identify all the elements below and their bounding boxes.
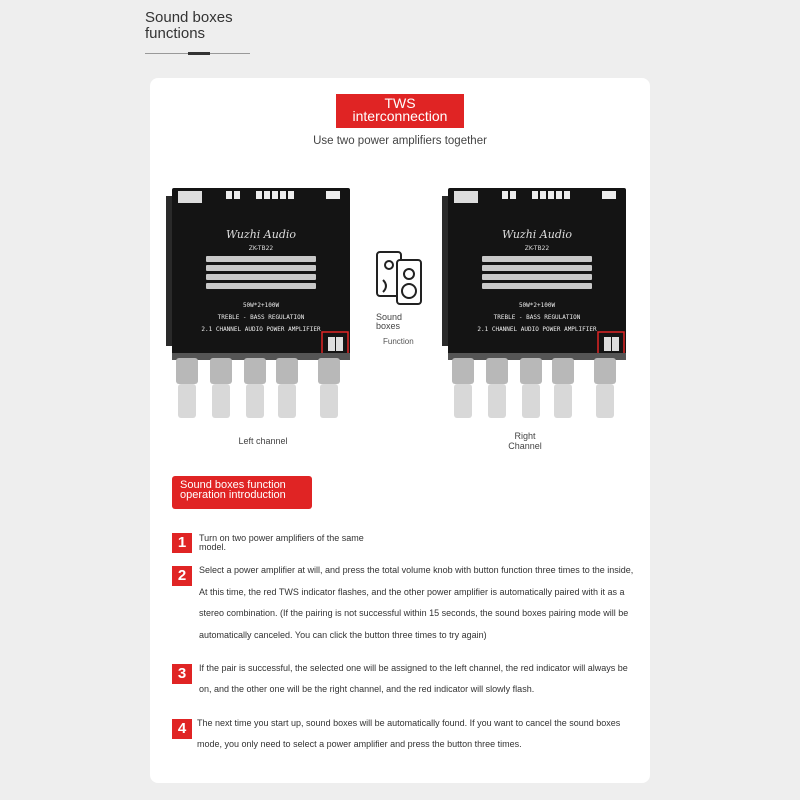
tws-banner: TWS interconnection bbox=[336, 94, 464, 128]
content-card bbox=[150, 78, 650, 783]
operation-banner: Sound boxes function operation introduction bbox=[172, 476, 312, 509]
subtitle: Use two power amplifiers together bbox=[313, 135, 487, 147]
amp-line3: 2.1 CHANNEL AUDIO POWER AMPLIFIER bbox=[477, 326, 597, 333]
step-text: If the pair is successful, the selected one will be assigned to the left channel, the red indicator will always be on, and the other one will be the right channel, and the red indicator will slowly flash. bbox=[199, 663, 628, 694]
amplifier-left-knobs bbox=[166, 358, 356, 420]
amp-model: ZK-TB22 bbox=[248, 245, 274, 252]
step-number: 4 bbox=[172, 719, 192, 739]
amp-brand: Wuzhi Audio bbox=[501, 228, 573, 241]
right-channel-label: Right Channel bbox=[508, 431, 542, 451]
page-heading: Sound boxes functions bbox=[145, 9, 233, 42]
amp-model: ZK-TB22 bbox=[524, 245, 550, 252]
function-label: Function bbox=[383, 337, 414, 346]
step-number: 2 bbox=[172, 566, 192, 586]
sound-boxes-label: Sound boxes bbox=[376, 312, 403, 331]
step-text: Select a power amplifier at will, and press the total volume knob with button function three times to the inside, At this time, the red TWS indicator flashes, and the other power amplifier is automatically paired with it as a stereo combination. (If the pairing is not successful within 15 seconds, the sound boxes pairing mode will be automatically canceled. You can click the button three times to try again) bbox=[199, 565, 634, 640]
amp-line2: TREBLE - BASS REGULATION bbox=[217, 314, 305, 321]
step-number: 1 bbox=[172, 533, 192, 553]
heading-rule-accent bbox=[188, 52, 210, 55]
left-channel-label: Left channel bbox=[238, 436, 288, 446]
step-text: The next time you start up, sound boxes will be automatically found. If you want to cancel the sound boxes mode, you only need to select a power amplifier and press the button three times. bbox=[197, 718, 621, 749]
amp-power: 50W*2+100W bbox=[518, 302, 556, 309]
amp-line2: TREBLE - BASS REGULATION bbox=[493, 314, 581, 321]
amp-line3: 2.1 CHANNEL AUDIO POWER AMPLIFIER bbox=[201, 326, 321, 333]
amplifier-right-image bbox=[442, 188, 632, 360]
amp-power: 50W*2+100W bbox=[242, 302, 280, 309]
speaker-icon bbox=[374, 250, 426, 312]
amplifier-right-knobs bbox=[442, 358, 632, 420]
step-text: Turn on two power amplifiers of the same model. bbox=[199, 533, 364, 552]
amplifier-left-image bbox=[166, 188, 356, 360]
step-number: 3 bbox=[172, 664, 192, 684]
amp-brand: Wuzhi Audio bbox=[225, 228, 297, 241]
